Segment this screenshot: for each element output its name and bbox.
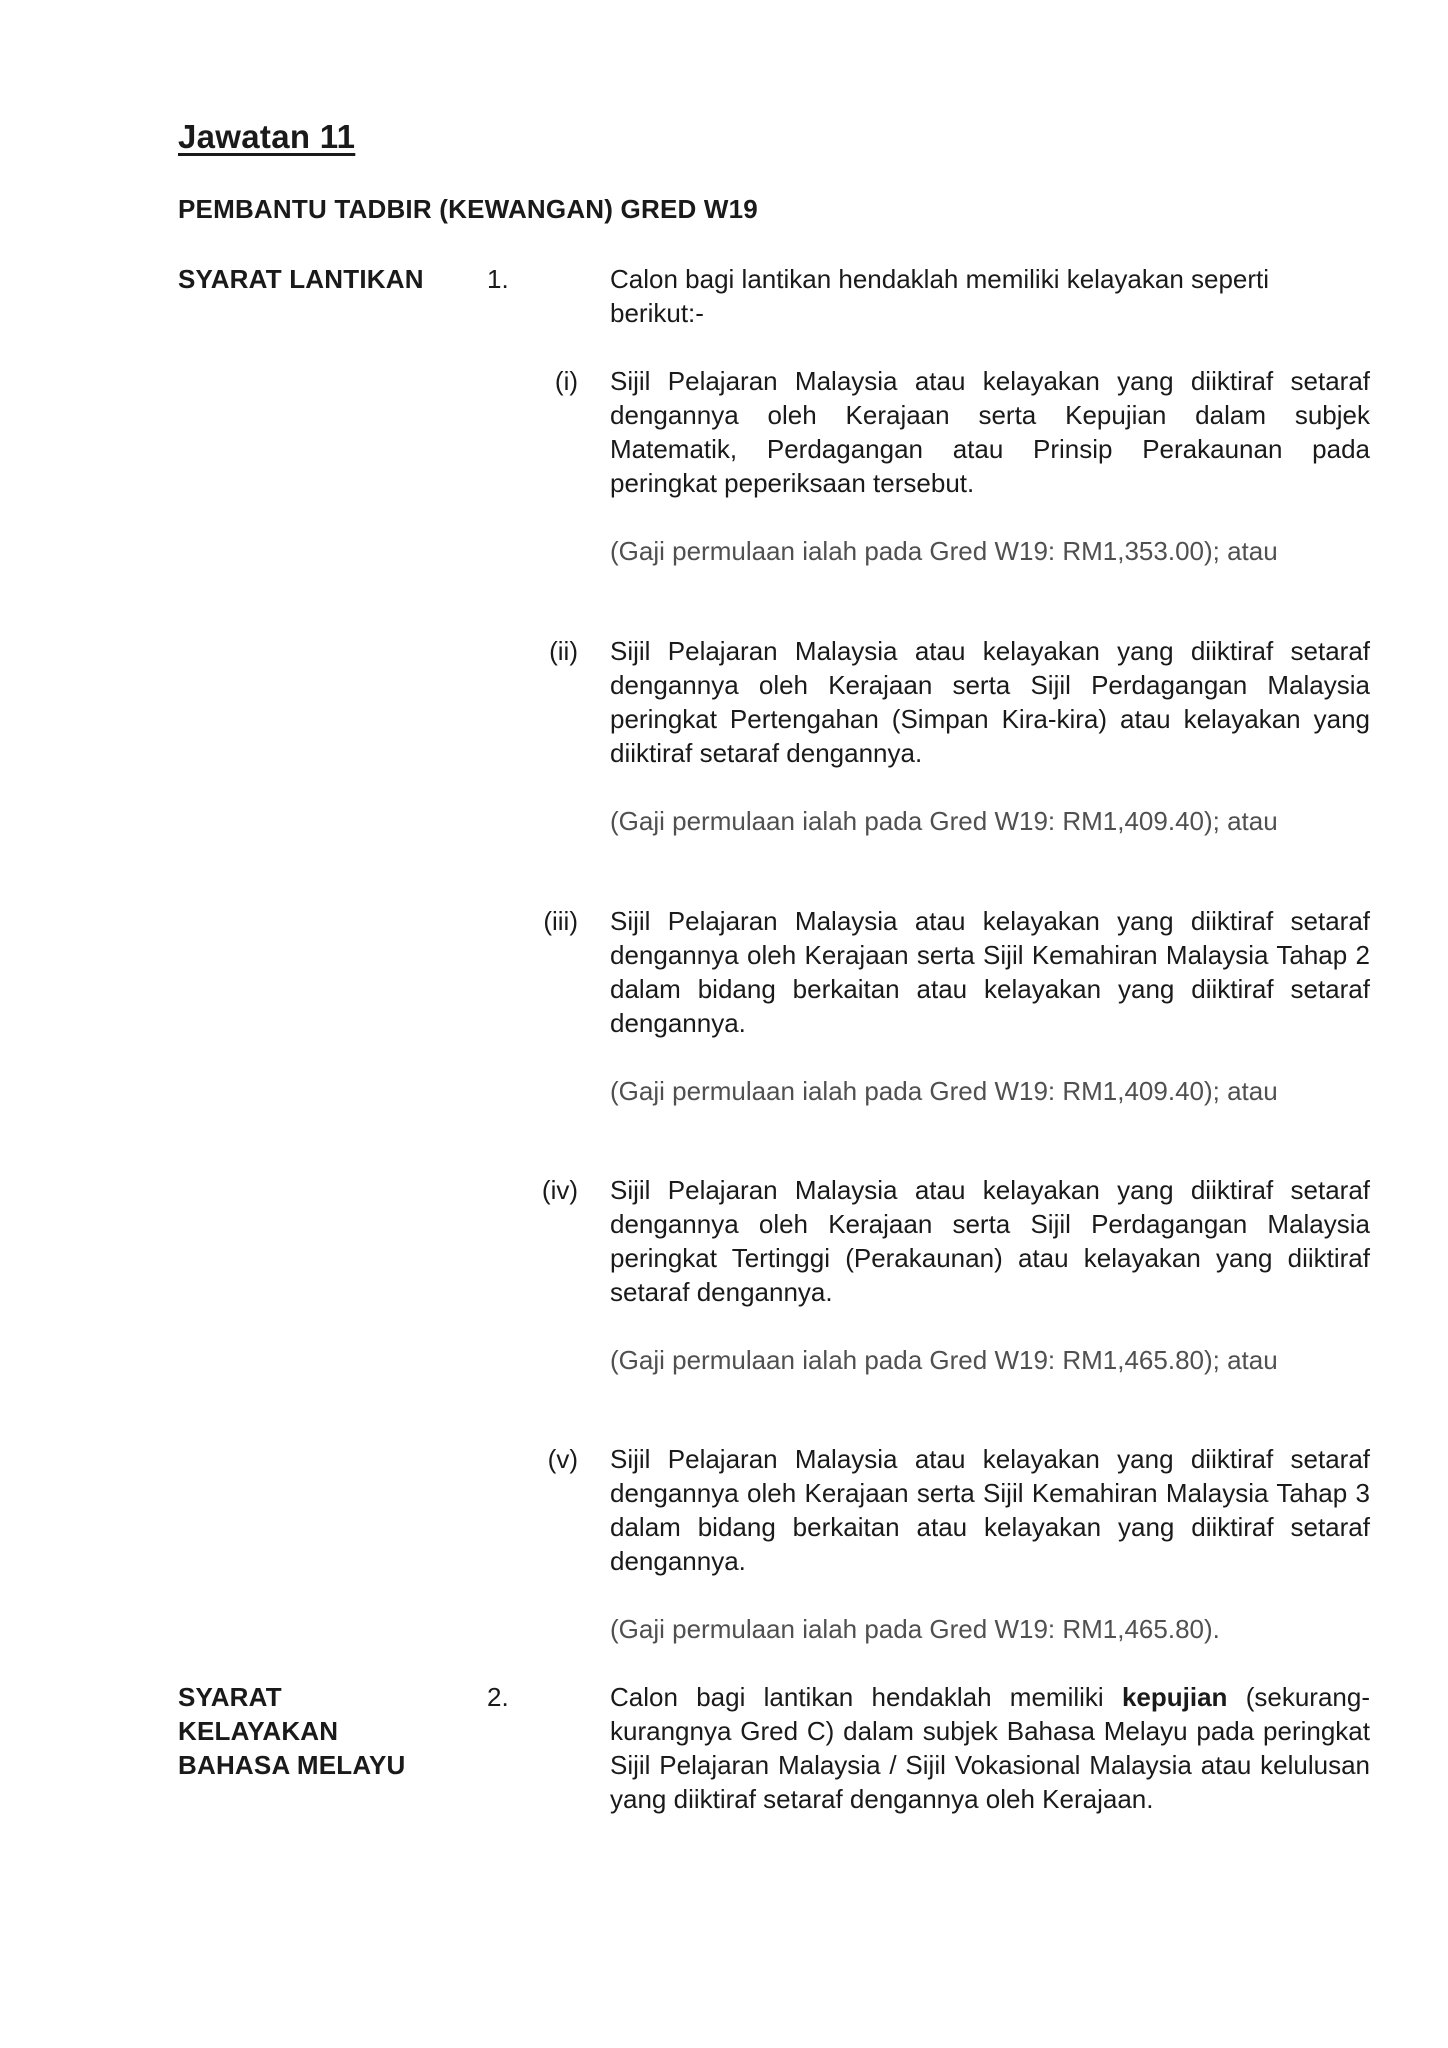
job-subtitle: PEMBANTU TADBIR (KEWANGAN) GRED W19 [178,194,758,224]
section-2-label-line-2: KELAYAKAN [178,1716,339,1746]
section-1-number: 1. [487,264,509,294]
item-4-roman: (iv) [541,1175,578,1205]
section-2-text [610,1680,1370,1816]
item-3-text: Sijil Pelajaran Malaysia atau kelayakan yang diiktiraf setaraf dengannya oleh Kerajaan serta Sijil Kemahiran Malaysia Tahap 2 dalam bidang berkaitan atau kelayakan yang diiktiraf setaraf dengannya. [610,906,1370,1038]
item-3-salary: (Gaji permulaan ialah pada Gred W19: RM1,409.40); atau [610,1076,1278,1106]
section-2-text-before: Calon bagi lantikan hendaklah memiliki [610,1682,1122,1712]
section-2-number: 2. [487,1682,509,1712]
section-2-label-line-1: SYARAT [178,1682,282,1712]
section-2-text-after: (sekurang-kurangnya Gred C) dalam subjek Bahasa Melayu pada peringkat Sijil Pelajaran Malaysia / Sijil Vokasional Malaysia atau kelulusan yang diiktiraf setaraf dengannya oleh Kerajaan. [610,1682,1371,1814]
item-2-salary: (Gaji permulaan ialah pada Gred W19: RM1,409.40); atau [610,806,1278,836]
item-5-salary: (Gaji permulaan ialah pada Gred W19: RM1,465.80). [610,1614,1220,1644]
item-2-text: Sijil Pelajaran Malaysia atau kelayakan yang diiktiraf setaraf dengannya oleh Kerajaan serta Sijil Perdagangan Malaysia peringkat Pertengahan (Simpan Kira-kira) atau kelayakan yang diiktiraf setaraf dengannya. [610,636,1370,768]
item-1-roman: (i) [554,366,578,396]
item-5-roman: (v) [547,1444,578,1474]
section-2-label [178,1680,405,1782]
item-4-salary: (Gaji permulaan ialah pada Gred W19: RM1,465.80); atau [610,1345,1278,1375]
section-2-text-bold: kepujian [1121,1682,1228,1712]
section-2-label-line-3: BAHASA MELAYU [178,1750,406,1780]
item-1-text: Sijil Pelajaran Malaysia atau kelayakan yang diiktiraf setaraf dengannya oleh Kerajaan serta Kepujian dalam subjek Matematik, Perdagangan atau Prinsip Perakaunan pada peringkat peperiksaan tersebut. [610,366,1370,498]
section-1-intro: Calon bagi lantikan hendaklah memiliki kelayakan seperti berikut:- [610,264,1270,328]
item-5-text: Sijil Pelajaran Malaysia atau kelayakan yang diiktiraf setaraf dengannya oleh Kerajaan serta Sijil Kemahiran Malaysia Tahap 3 dalam bidang berkaitan atau kelayakan yang diiktiraf setaraf dengannya. [610,1444,1370,1576]
page-title: Jawatan 11 [178,118,356,155]
item-2-roman: (ii) [549,636,578,666]
item-4-text: Sijil Pelajaran Malaysia atau kelayakan yang diiktiraf setaraf dengannya oleh Kerajaan serta Sijil Perdagangan Malaysia peringkat Tertinggi (Perakaunan) atau kelayakan yang diiktiraf setaraf dengannya. [610,1175,1370,1307]
item-1-salary: (Gaji permulaan ialah pada Gred W19: RM1,353.00); atau [610,536,1278,566]
section-1-label: SYARAT LANTIKAN [178,264,424,294]
item-3-roman: (iii) [543,906,578,936]
